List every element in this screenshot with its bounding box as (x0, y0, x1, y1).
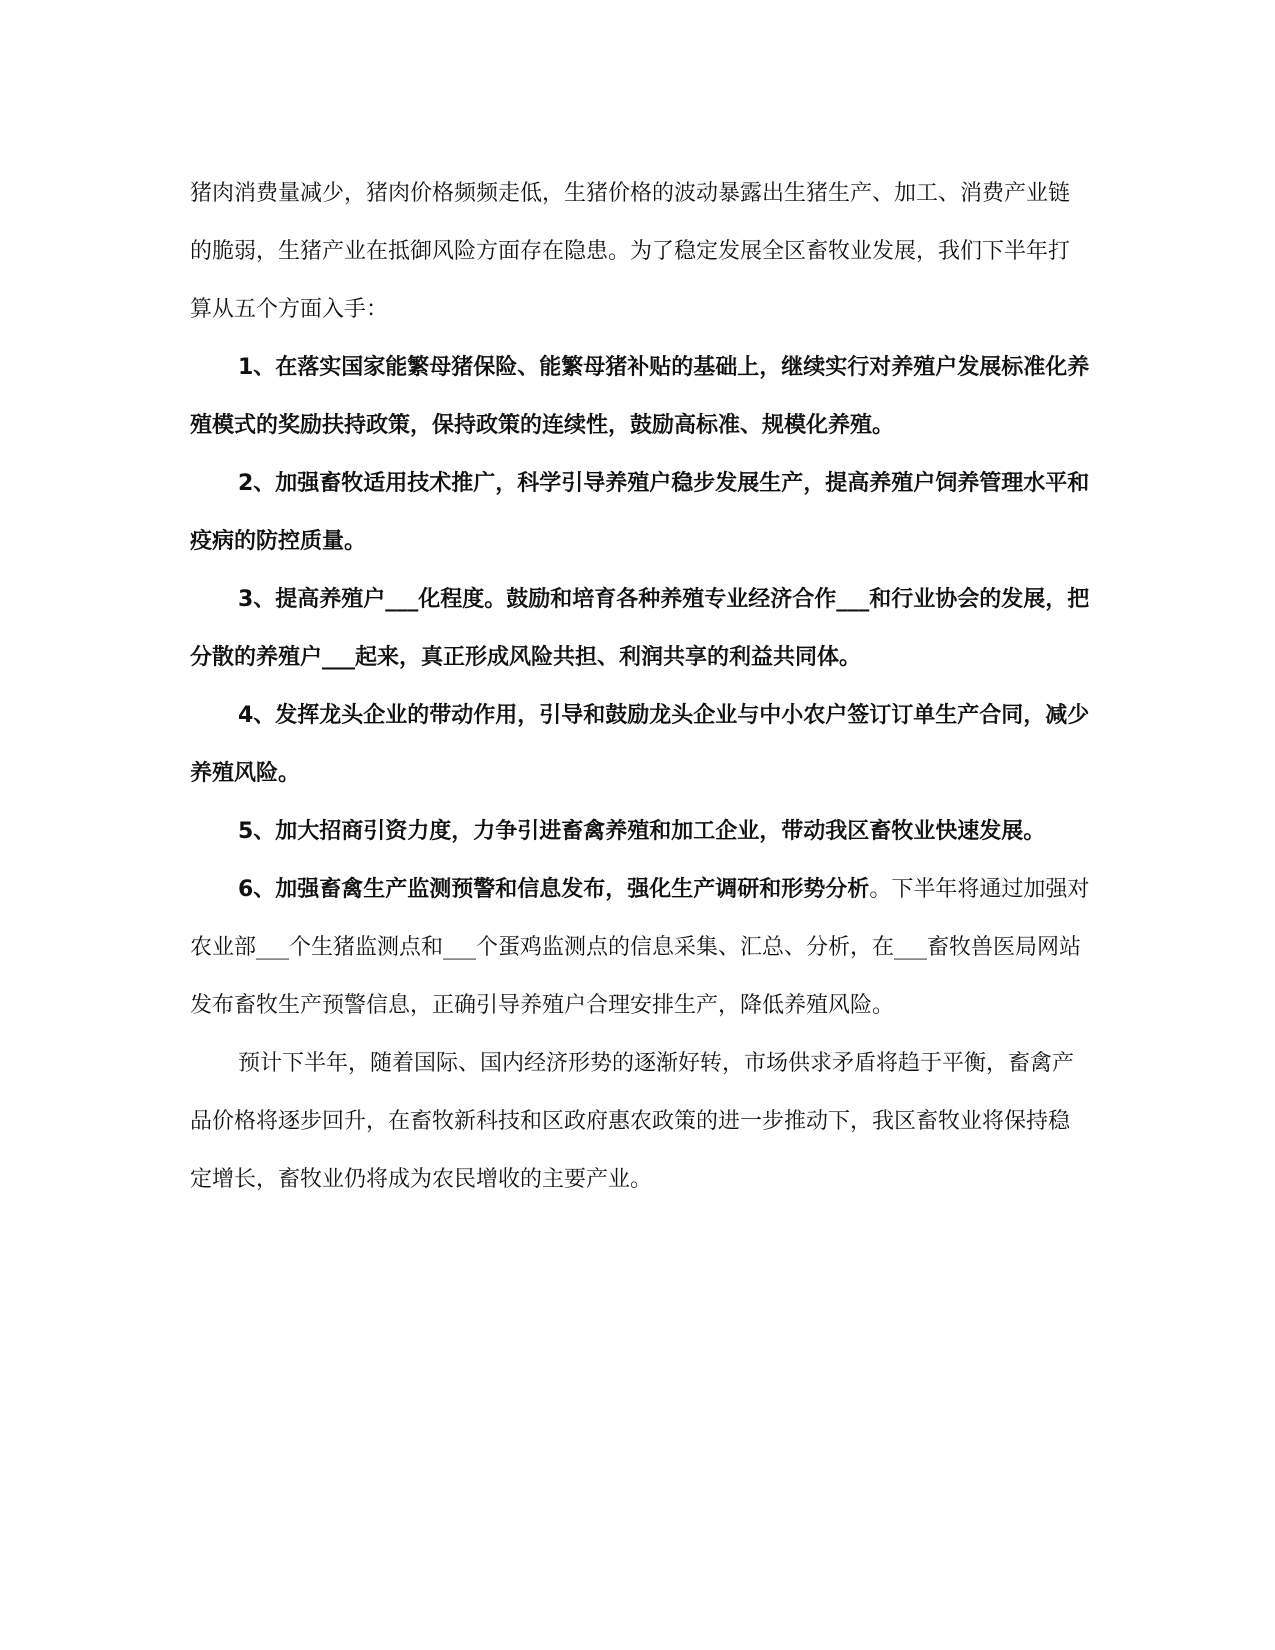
paragraph-item-4-text: 4、发挥龙头企业的带动作用，引导和鼓励龙头企业与中小农户签订订单生产合同，减少养殖风险。 (190, 703, 1090, 786)
paragraph-item-5 (190, 803, 1090, 861)
paragraph-intro (190, 165, 1090, 339)
document-body (190, 165, 1090, 1209)
paragraph-item-3-text: 3、提高养殖户___化程度。鼓励和培育各种养殖专业经济合作___和行业协会的发展，把分散的养殖户___起来，真正形成风险共担、利润共享的利益共同体。 (190, 587, 1090, 670)
paragraph-outlook-text: 预计下半年，随着国际、国内经济形势的逐渐好转，市场供求矛盾将趋于平衡，畜禽产品价格将逐步回升，在畜牧新科技和区政府惠农政策的进一步推动下，我区畜牧业将保持稳定增长，畜牧业仍将成为农民增收的主要产业。 (190, 1051, 1075, 1192)
paragraph-item-6 (190, 861, 1090, 1035)
paragraph-item-2-text: 2、加强畜牧适用技术推广，科学引导养殖户稳步发展生产，提高养殖户饲养管理水平和疫病的防控质量。 (190, 471, 1090, 554)
paragraph-item-1 (190, 339, 1090, 455)
paragraph-item-3 (190, 571, 1090, 687)
paragraph-item-6-heading: 6、加强畜禽生产监测预警和信息发布，强化生产调研和形势分析 (238, 877, 870, 902)
paragraph-item-1-text: 1、在落实国家能繁母猪保险、能繁母猪补贴的基础上，继续实行对养殖户发展标准化养殖模式的奖励扶持政策，保持政策的连续性，鼓励高标准、规模化养殖。 (190, 355, 1090, 438)
paragraph-item-4 (190, 687, 1090, 803)
paragraph-item-6-body: 。下半年将通过加强对农业部___个生猪监测点和___个蛋鸡监测点的信息采集、汇总、分析，在___畜牧兽医局网站发布畜牧生产预警信息，正确引导养殖户合理安排生产，降低养殖风险。 (190, 877, 1090, 1018)
paragraph-item-2 (190, 455, 1090, 571)
paragraph-outlook (190, 1035, 1090, 1209)
paragraph-item-5-text: 5、加大招商引资力度，力争引进畜禽养殖和加工企业，带动我区畜牧业快速发展。 (238, 819, 1046, 844)
paragraph-intro-text: 猪肉消费量减少，猪肉价格频频走低，生猪价格的波动暴露出生猪生产、加工、消费产业链的脆弱，生猪产业在抵御风险方面存在隐患。为了稳定发展全区畜牧业发展，我们下半年打算从五个方面入手： (190, 181, 1071, 322)
